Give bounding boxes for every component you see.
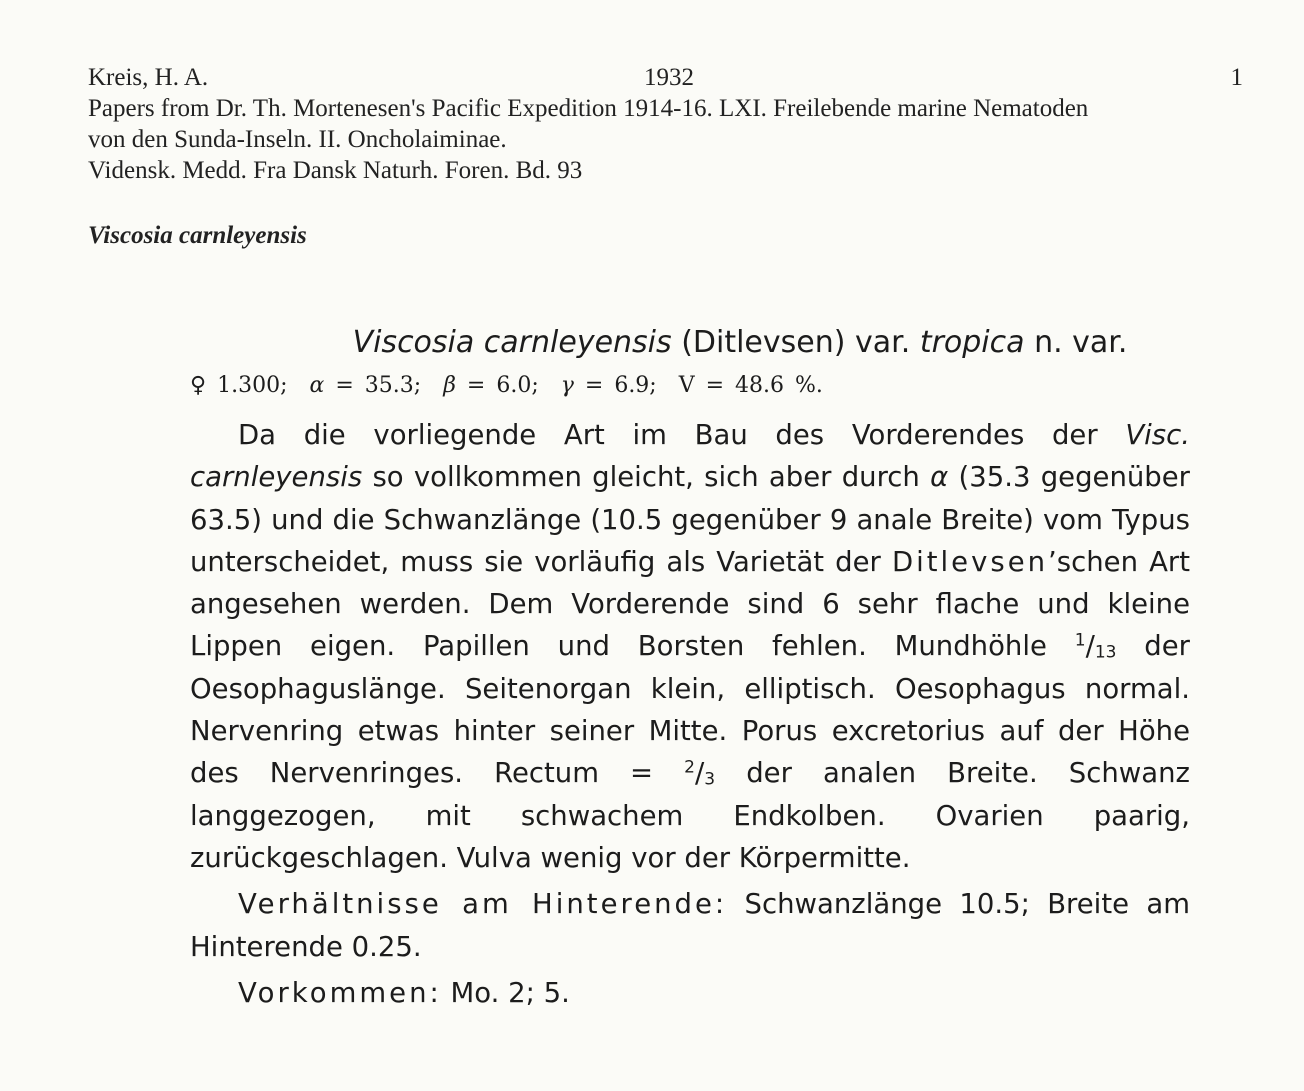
posterior-ratios-label: Verhältnisse am Hinterende: — [238, 888, 728, 921]
p1-italic-alpha: α — [930, 461, 949, 494]
gamma-value: = 6.9; — [584, 373, 657, 398]
citation-first-row — [88, 62, 1258, 93]
occurrence-label: Vorkommen: — [238, 976, 442, 1009]
body-length: 1.300; — [217, 373, 288, 398]
title-var-label: var. — [855, 325, 911, 360]
gamma-symbol: γ — [560, 373, 574, 398]
beta-symbol: β — [443, 373, 456, 398]
p1-text-5: der Oesophaguslänge. Seitenorgan klein, elliptisch. Oesophagus normal. Nervenring etwas hinter seiner Mitte. Porus excretorius auf der Höhe des Nervenringes. Rectum = — [190, 630, 1190, 790]
article-body — [190, 322, 1190, 1014]
posterior-ratios-text: Schwanzlänge 10.5; Breite am Hinterende 0.25. — [190, 888, 1190, 963]
title-taxon: Viscosia carnleyensis — [352, 325, 672, 360]
fraction-1-denominator: 13 — [1094, 643, 1117, 664]
title-novelty: n. var. — [1034, 325, 1128, 360]
posterior-ratios-paragraph — [190, 883, 1190, 968]
citation-title-line-1: Papers from Dr. Th. Mortenesen's Pacific Expedition 1914-16. LXI. Freilebende marine Nematoden — [88, 95, 1089, 122]
p1-text-1: Da die vorliegende Art im Bau des Vorderendes der — [238, 419, 1126, 451]
p1-text-3: (35.3 gegenüber 63.5) und die Schwanzlänge (10.5 gegenüber 9 anale Breite) vom Typus unterscheidet, muss sie vorläufig als Varietät der — [190, 461, 1190, 578]
fraction-2-numerator: 2 — [684, 758, 696, 778]
female-symbol: ♀ — [190, 373, 207, 398]
title-author: (Ditlevsen) — [681, 325, 846, 360]
citation-block — [88, 62, 1258, 186]
citation-journal: Vidensk. Medd. Fra Dansk Naturh. Foren. Bd. 93 — [88, 157, 583, 184]
alpha-symbol: α — [309, 373, 325, 398]
article-title — [290, 322, 1190, 364]
occurrence-paragraph — [190, 972, 1190, 1014]
occurrence-text: Mo. 2; 5. — [441, 976, 570, 1009]
alpha-value: = 35.3; — [335, 373, 422, 398]
citation-year: 1932 — [644, 64, 694, 91]
beta-value: = 6.0; — [466, 373, 539, 398]
page-number: 1 — [1230, 64, 1243, 91]
species-heading: Viscosia carnleyensis — [88, 222, 307, 249]
citation-author: Kreis, H. A. — [88, 64, 209, 91]
vulva-value: V = 48.6 %. — [678, 373, 823, 398]
p1-text-2: so vollkommen gleicht, sich aber durch — [362, 461, 931, 494]
p1-spaced-author: Ditlevsen — [891, 545, 1049, 578]
fraction-2-denominator: 3 — [704, 769, 716, 790]
fraction-1-numerator: 1 — [1074, 631, 1086, 652]
measurements-line — [190, 368, 1190, 404]
p1-italic-taxon: Visc. carnleyensis — [190, 419, 1190, 494]
p1-text-4: ’schen Art angesehen werden. Dem Vorderende sind 6 sehr flache und kleine Lippen eigen. Papillen und Borsten fehlen. Mundhöhle — [190, 545, 1190, 663]
citation-title-line-2: von den Sunda-Inseln. II. Oncholaiminae. — [88, 126, 507, 153]
description-paragraph: Da die vorliegende Art im Bau des Vorderendes der Visc. carnleyensis so vollkommen gleicht, sich aber durch α (35.3 gegenüber 63.5) und die Schwanzlänge (10.5 gegenüber 9 anale Breite) vom Typus unterscheidet, muss sie vorläufig als Varietät der Ditlevsen’schen Art angesehen werden. Dem Vorderende sind 6 sehr flache und kleine Lippen eigen. Papillen und Borsten fehlen. Mundhöhle $^1/_{13}$ der Oesophaguslänge. Seitenorgan klein, elliptisch. Oesophagus normal. Nervenring etwas hinter seiner Mitte. Porus excretorius auf der Höhe des Nervenringes. Rectum = $^2/_3$ der analen Breite. Schwanz langgezogen, mit schwachem Endkolben. Ovarien paarig, zurückgeschlagen. Vulva wenig vor der Körpermitte. — [190, 419, 1190, 874]
title-variety: tropica — [919, 325, 1025, 360]
p1-text-6: der analen Breite. Schwanz langgezogen, mit schwachem Endkolben. Ovarien paarig, zurückgeschlagen. Vulva wenig vor der Körpermitte. — [190, 757, 1190, 874]
